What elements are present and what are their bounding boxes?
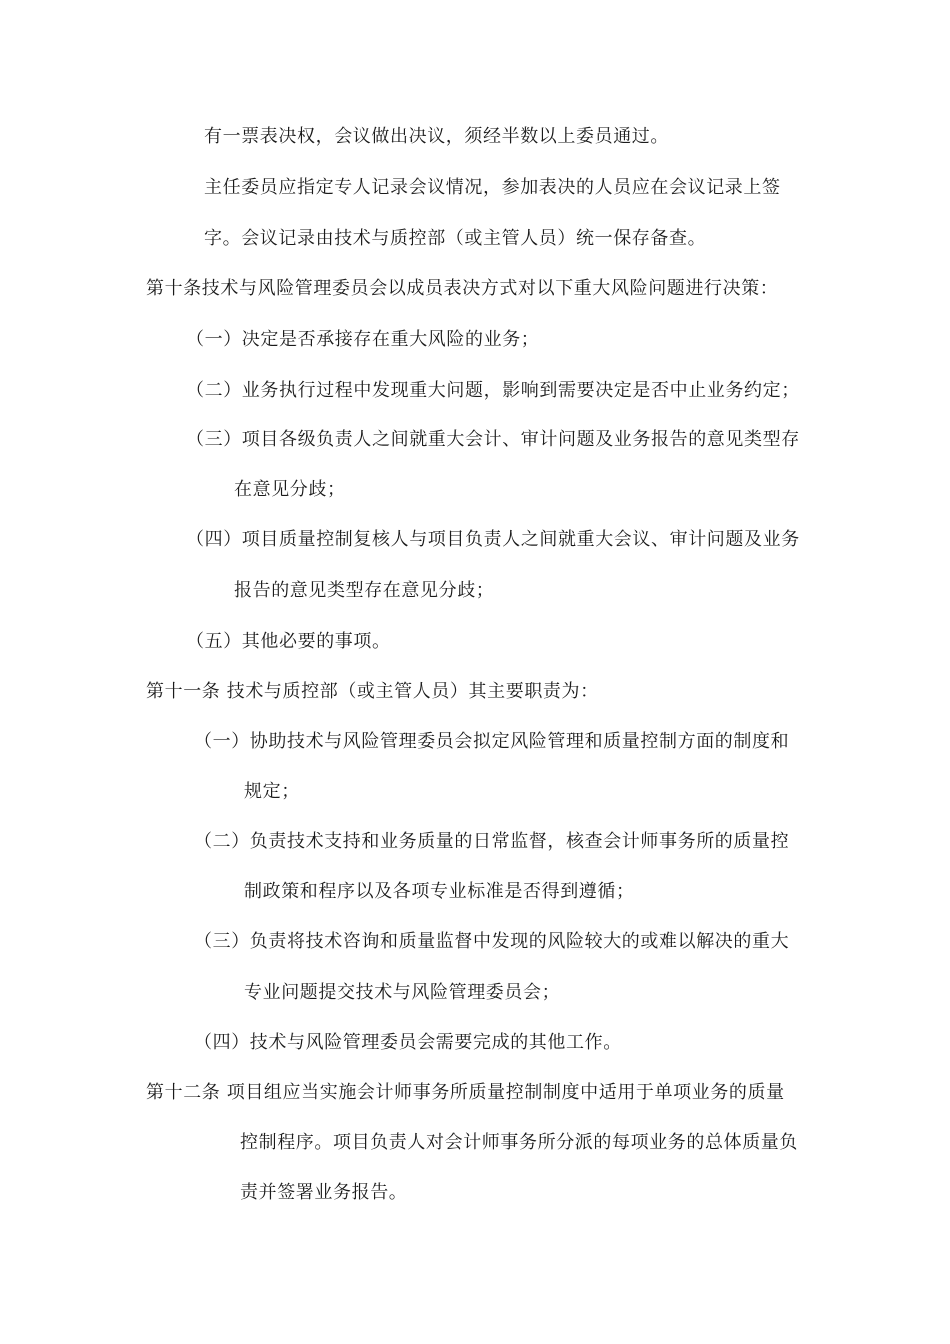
list-item-continuation: 规定； [244,781,300,802]
list-item: （四）技术与风险管理委员会需要完成的其他工作。 [194,1032,622,1053]
text-line: 主任委员应指定专人记录会议情况，参加表决的人员应在会议记录上签 [204,177,781,198]
paragraph-continuation: 控制程序。项目负责人对会计师事务所分派的每项业务的总体质量负 [240,1132,798,1153]
list-item: （四）项目质量控制复核人与项目负责人之间就重大会议、审计问题及业务 [186,529,800,550]
list-item-continuation: 在意见分歧； [234,479,346,500]
list-item-continuation: 报告的意见类型存在意见分歧； [234,580,495,601]
article-heading: 第十二条 项目组应当实施会计师事务所质量控制制度中适用于单项业务的质量 [146,1082,785,1103]
article-heading: 第十一条 技术与质控部（或主管人员）其主要职责为： [146,681,599,702]
text-line: 有一票表决权，会议做出决议，须经半数以上委员通过。 [204,126,669,147]
list-item: （二）业务执行过程中发现重大问题，影响到需要决定是否中止业务约定； [186,380,800,401]
list-item: （一）协助技术与风险管理委员会拟定风险管理和质量控制方面的制度和 [194,731,790,752]
list-item-continuation: 专业问题提交技术与风险管理委员会； [244,982,561,1003]
list-item: （三）负责将技术咨询和质量监督中发现的风险较大的或难以解决的重大 [194,931,790,952]
list-item: （五）其他必要的事项。 [186,631,391,652]
list-item: （三）项目各级负责人之间就重大会计、审计问题及业务报告的意见类型存 [186,429,800,450]
text-line: 字。会议记录由技术与质控部（或主管人员）统一保存备查。 [204,228,707,249]
article-heading: 第十条技术与风险管理委员会以成员表决方式对以下重大风险问题进行决策： [146,278,779,299]
list-item: （一）决定是否承接存在重大风险的业务； [186,329,540,350]
paragraph-continuation: 责并签署业务报告。 [240,1182,408,1203]
list-item-continuation: 制政策和程序以及各项专业标准是否得到遵循； [244,881,635,902]
list-item: （二）负责技术支持和业务质量的日常监督，核查会计师事务所的质量控 [194,831,790,852]
